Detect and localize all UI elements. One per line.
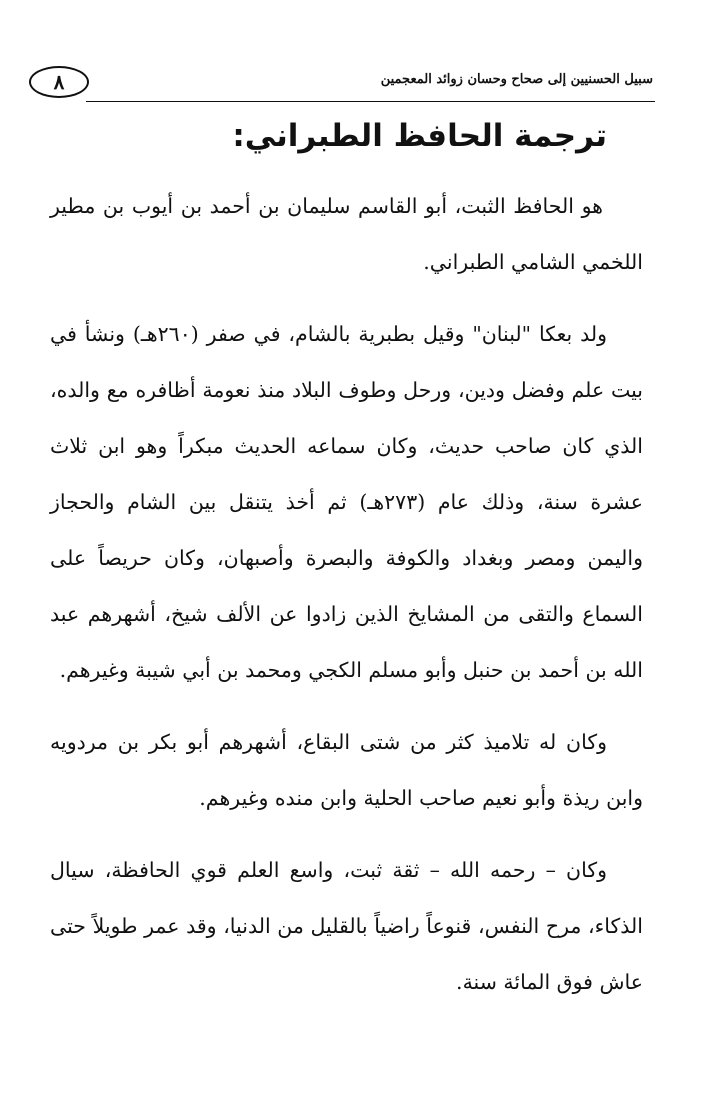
paragraph-biography-intro: هو الحافظ الثبت، أبو القاسم سليمان بن أحمد بن أيوب بن مطير اللخمي الشامي الطبراني. — [50, 194, 643, 274]
section-heading: ترجمة الحافظ الطبراني: — [232, 118, 607, 154]
paragraph-character: وكان – رحمه الله – ثقة ثبت، واسع العلم قوي الحافظة، سيال الذكاء، مرح النفس، قنوعاً راضياً بالقليل من الدنيا، وقد عمر طويلاً حتى عاش فوق المائة سنة. — [50, 858, 643, 994]
body-text — [50, 178, 643, 1010]
running-header-title: سبيل الحسنيين إلى صحاح وحسان زوائد المعجمين — [380, 72, 653, 87]
paragraph-birth-and-travels: ولد بعكا "لبنان" وقيل بطبرية بالشام، في صفر (٢٦٠هـ) ونشأ في بيت علم وفضل ودين، ورحل وطوف البلاد منذ نعومة أظافره مع والده، الذي كان صاحب حديث، وكان سماعه الحديث مبكراً وهو ابن ثلاث عشرة سنة، وذلك عام (٢٧٣هـ) ثم أخذ يتنقل بين الشام والحجاز واليمن ومصر وبغداد والكوفة والبصرة وأصبهان، وكان حريصاً على السماع والتقى من المشايخ الذين زادوا عن الألف شيخ، أشهرهم عبد الله بن أحمد بن حنبل وأبو مسلم الكجي ومحمد بن أبي شيبة وغيرهم. — [50, 322, 644, 682]
page-number-text: ٨ — [53, 70, 65, 94]
page-number — [29, 66, 89, 98]
header-divider — [86, 101, 655, 102]
paragraph-students: وكان له تلاميذ كثر من شتى البقاع، أشهرهم أبو بكر بن مردويه وابن ريذة وأبو نعيم صاحب الحلية وابن منده وغيرهم. — [50, 730, 643, 810]
